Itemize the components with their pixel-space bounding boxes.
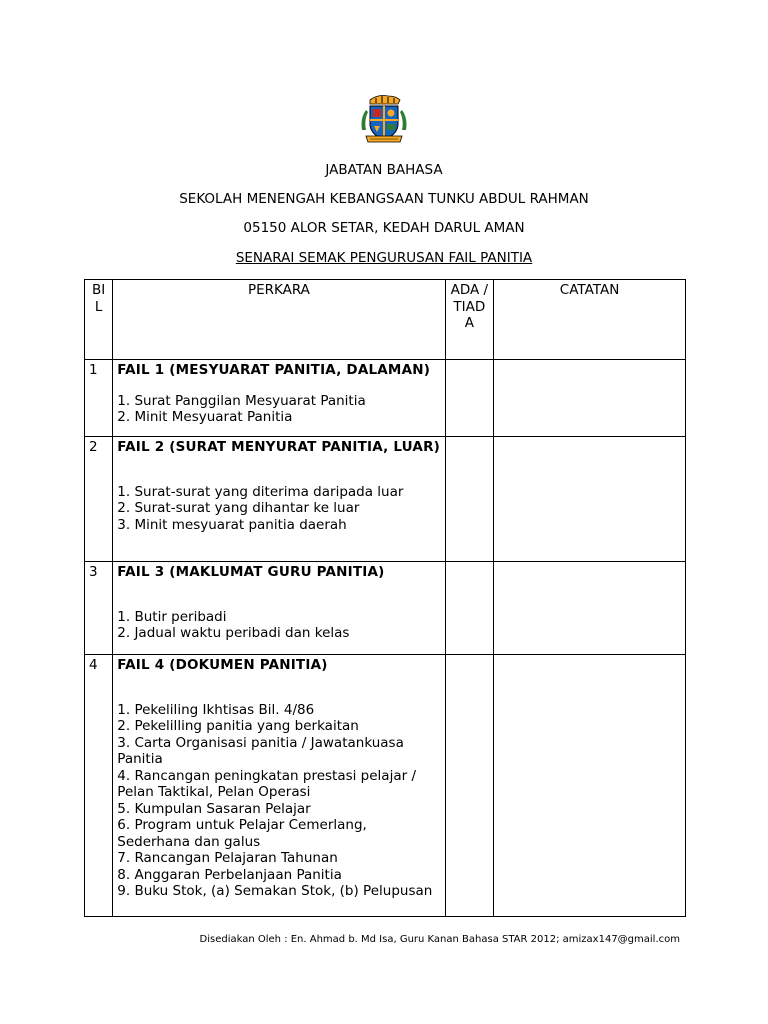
catatan-cell[interactable] [494,562,686,655]
table-row [85,360,686,437]
col-header-ada-tiada: ADA / TIADA [445,280,493,360]
file-title: FAIL 3 (MAKLUMAT GURU PANITIA) [117,564,385,580]
list-item: 6. Program untuk Pelajar Cemerlang, Sederhana dan galus [117,817,367,850]
list-item: 1. Pekeliling Ikhtisas Bil. 4/86 [117,701,315,718]
table-row [85,655,686,917]
ada-tiada-cell[interactable] [445,437,493,562]
row-perkara [113,360,445,437]
list-item: 5. Kumpulan Sasaran Pelajar [117,800,311,817]
col-header-bil: BIL [85,280,113,360]
row-number: 3 [85,562,113,655]
table-row [85,562,686,655]
school-crest-icon [358,90,410,146]
checklist-table [84,279,686,917]
row-perkara [113,562,445,655]
catatan-cell[interactable] [494,360,686,437]
list-item: 7. Rancangan Pelajaran Tahunan [117,850,338,866]
row-perkara [113,655,445,917]
list-item: 2. Jadual waktu peribadi dan kelas [117,625,350,641]
department-title: JABATAN BAHASA [325,162,443,178]
school-name: SEKOLAH MENENGAH KEBANGSAAN TUNKU ABDUL RAHMAN [179,191,589,207]
file-title: FAIL 4 (DOKUMEN PANITIA) [117,657,328,673]
list-item: 3. Carta Organisasi panitia / Jawatankuasa Panitia [117,734,404,767]
document-title: SENARAI SEMAK PENGURUSAN FAIL PANITIA [235,250,533,266]
row-perkara [113,437,445,562]
list-item: 1. Butir peribadi [117,608,227,625]
school-address: 05150 ALOR SETAR, KEDAH DARUL AMAN [243,220,525,236]
file-title: FAIL 2 (SURAT MENYURAT PANITIA, LUAR) [117,439,441,455]
list-item: 4. Rancangan peningkatan prestasi pelajar / Pelan Taktikal, Pelan Operasi [117,767,416,800]
list-item: 2. Surat-surat yang dihantar ke luar [117,500,360,516]
file-title: FAIL 1 (MESYUARAT PANITIA, DALAMAN) [117,362,431,378]
row-number: 1 [85,360,113,437]
list-item: 1. Surat Panggilan Mesyuarat Panitia [117,392,366,409]
table-header-row [85,280,686,360]
row-number: 4 [85,655,113,917]
row-number: 2 [85,437,113,562]
list-item: 8. Anggaran Perbelanjaan Panitia [117,866,342,883]
ada-tiada-cell[interactable] [445,360,493,437]
ada-tiada-cell[interactable] [445,562,493,655]
footer-credit: Disediakan Oleh : En. Ahmad b. Md Isa, Guru Kanan Bahasa STAR 2012; amizax147@gmail.com [199,934,680,945]
col-header-catatan: CATATAN [494,280,686,360]
table-row [85,437,686,562]
list-item: 2. Minit Mesyuarat Panitia [117,409,293,425]
list-item: 2. Pekelilling panitia yang berkaitan [117,718,359,734]
list-item: 9. Buku Stok, (a) Semakan Stok, (b) Pelupusan [117,883,433,899]
list-item: 1. Surat-surat yang diterima daripada luar [117,483,404,500]
list-item: 3. Minit mesyuarat panitia daerah [117,516,347,533]
catatan-cell[interactable] [494,655,686,917]
catatan-cell[interactable] [494,437,686,562]
ada-tiada-cell[interactable] [445,655,493,917]
col-header-perkara: PERKARA [113,280,445,360]
